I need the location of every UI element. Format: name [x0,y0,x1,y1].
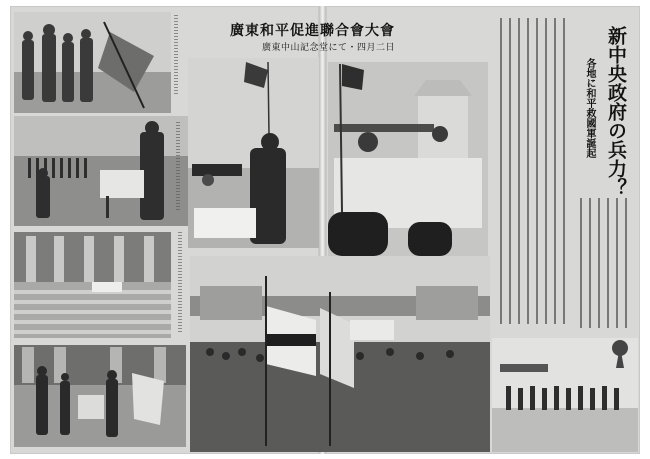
spread-subline: 廣東中山記念堂にて・四月二日 [262,43,396,53]
caption-column [174,14,178,94]
photo-building-steps [14,232,171,338]
caption-column [176,120,180,210]
article-text-block-lower [576,196,638,332]
photo-stage-podium [14,345,186,447]
photo-officer-speech [14,116,195,226]
side-subtitle: 各地に和平救國軍誕起 [584,58,595,158]
article-text-block [494,14,574,332]
photo-marching-troops [492,338,638,452]
side-title: 新中央政府の兵力？ [605,26,627,197]
photo-speaker-flags [188,58,319,248]
caption-column [178,232,182,332]
spread-headline: 廣東和平促進聯合會大會 [230,23,395,39]
photo-memorial-gate [328,62,488,256]
photo-soldiers-flag [14,12,171,113]
photo-crowd-flags [190,256,490,452]
